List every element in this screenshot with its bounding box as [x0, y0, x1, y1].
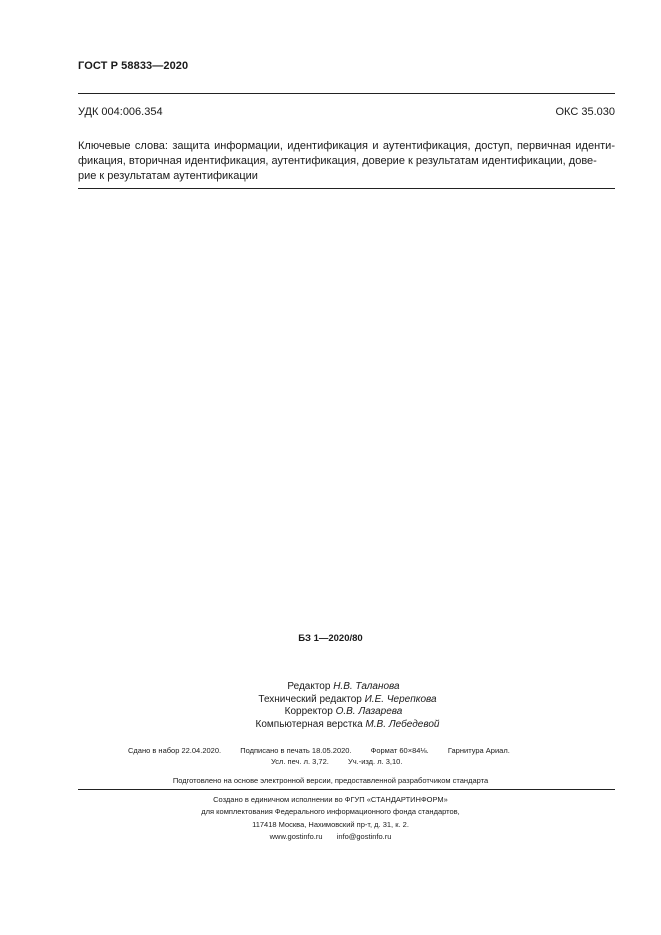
staff-role: Корректор [284, 706, 333, 717]
print-info-line-1 [128, 746, 510, 755]
header-divider [78, 93, 615, 94]
staff-tech-editor [0, 694, 661, 707]
keywords-line: рие к результатам аутентификации [78, 170, 258, 182]
bz-number: БЗ 1—2020/80 [298, 633, 363, 644]
publisher-address: 117418 Москва, Нахимовский пр-т, д. 31, к. 2. [252, 819, 409, 829]
staff-corrector [0, 706, 661, 719]
udc-code: УДК 004:006.354 [78, 106, 163, 118]
keywords-divider [78, 188, 615, 189]
publisher-contacts [0, 831, 661, 843]
publisher-line-2: для комплектования Федерального информационного фонда стандартов, [201, 807, 460, 817]
keywords-line: фикация, вторичная идентификация, аутентификация, доверие к результатам идентификации, дове- [78, 155, 597, 167]
keywords-line: Ключевые слова: защита информации, идентификация и аутентификация, доступ, первичная иденти- [78, 140, 615, 152]
publisher-email-link[interactable]: info@gostinfo.ru [336, 831, 392, 841]
keywords-block [78, 139, 615, 184]
staff-role: Редактор [287, 681, 331, 692]
staff-name: И.Е. Черепкова [364, 693, 437, 705]
prepared-note: Подготовлено на основе электронной версии, предоставленной разработчиком стандарта [172, 776, 489, 785]
publisher-line-1: Создано в единичном исполнении во ФГУП «СТАНДАРТИНФОРМ» [213, 795, 448, 804]
print-signed: Подписано в печать 18.05.2020. [240, 746, 352, 755]
standard-number: ГОСТ Р 58833—2020 [78, 60, 189, 72]
staff-name: О.В. Лазарева [335, 706, 403, 717]
print-conv-sheets: Усл. печ. л. 3,72. [271, 757, 329, 766]
staff-role: Компьютерная верстка [255, 718, 363, 730]
staff-list [0, 681, 661, 731]
oks-code: ОКС 35.030 [555, 106, 615, 118]
print-typeface: Гарнитура Ариал. [447, 746, 510, 755]
print-pub-sheets: Уч.-изд. л. 3,10. [347, 757, 403, 766]
print-sent: Сдано в набор 22.04.2020. [128, 746, 222, 755]
staff-name: М.В. Лебедевой [365, 718, 440, 730]
footer-divider [78, 789, 615, 790]
publisher-info [0, 794, 661, 843]
staff-editor [0, 681, 661, 694]
publisher-website-link[interactable]: www.gostinfo.ru [269, 831, 323, 841]
staff-layout [0, 719, 661, 732]
staff-name: Н.В. Таланова [333, 681, 400, 692]
print-info-line-2 [271, 757, 402, 766]
print-format: Формат 60×84⅛. [370, 746, 429, 755]
staff-role: Технический редактор [258, 693, 362, 705]
